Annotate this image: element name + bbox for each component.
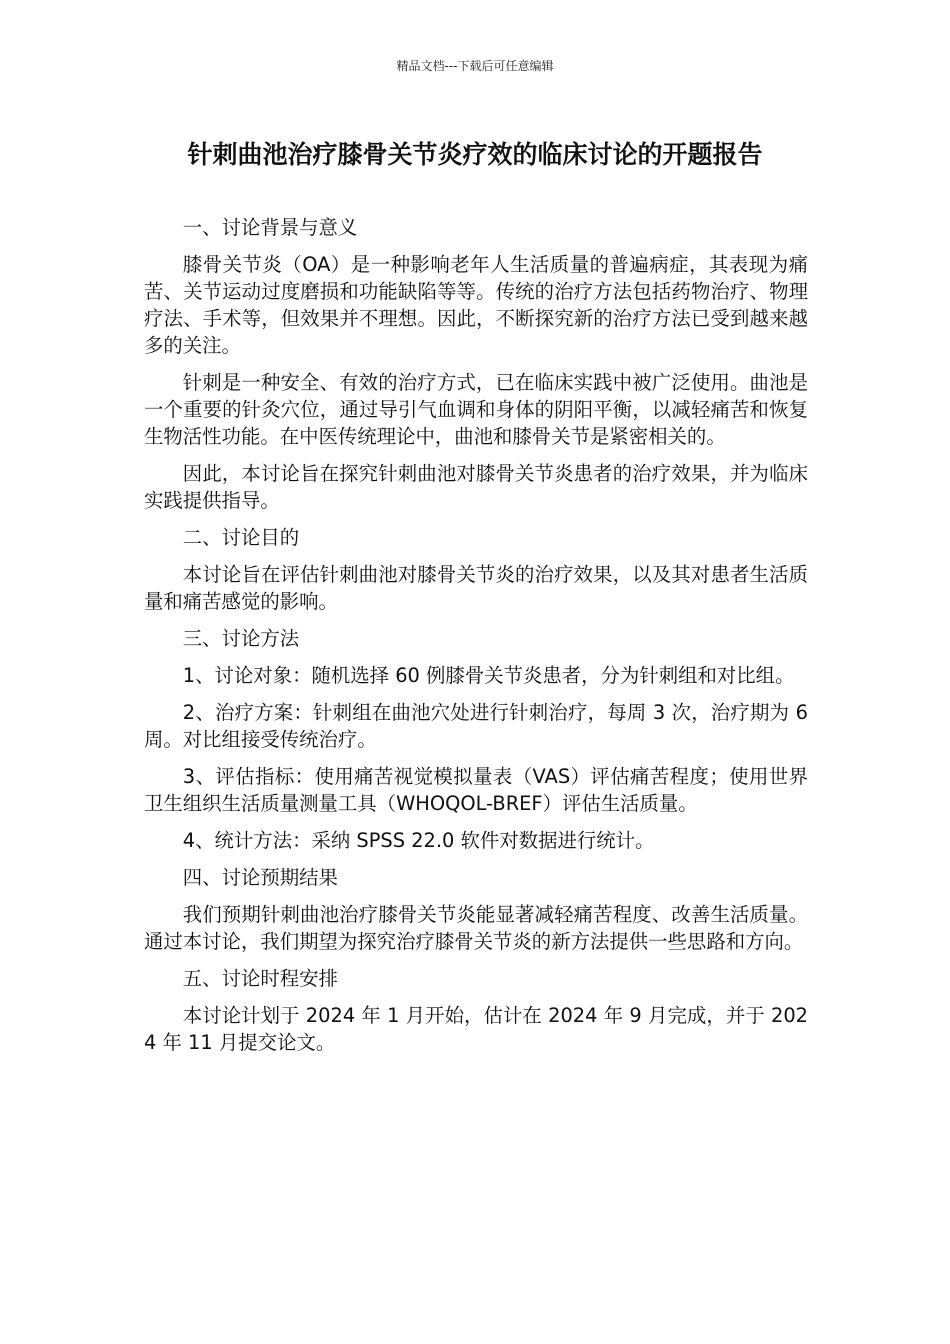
- method-item-subjects: 1、讨论对象：随机选择 60 例膝骨关节炎患者，分为针刺组和对比组。: [182, 664, 795, 687]
- paragraph-purpose: 本讨论旨在评估针刺曲池对膝骨关节炎的治疗效果，以及其对患者生活质量和痛苦感觉的影响。: [144, 563, 808, 613]
- section-heading-background: 一、讨论背景与意义: [182, 216, 358, 239]
- method-item-evaluation: 3、评估指标：使用痛苦视觉模拟量表（VAS）评估痛苦程度；使用世界卫生组织生活质量测量工具（WHOQOL-BREF）评估生活质量。: [144, 765, 808, 815]
- paragraph-background-3: 因此，本讨论旨在探究针刺曲池对膝骨关节炎患者的治疗效果，并为临床实践提供指导。: [144, 462, 808, 512]
- section-heading-purpose: 二、讨论目的: [182, 526, 300, 549]
- method-item-treatment: 2、治疗方案：针刺组在曲池穴处进行针刺治疗，每周 3 次，治疗期为 6 周。对比组接受传统治疗。: [144, 701, 808, 751]
- header-note: 精品文档---下载后可任意编辑: [396, 59, 554, 73]
- section-heading-schedule: 五、讨论时程安排: [182, 967, 338, 990]
- document-body: [144, 214, 808, 1066]
- paragraph-background-2: 针刺是一种安全、有效的治疗方式，已在临床实践中被广泛使用。曲池是一个重要的针灸穴位，通过导引气血调和身体的阴阳平衡，以减轻痛苦和恢复生物活性功能。在中医传统理论中，曲池和膝骨关节是紧密相关的。: [144, 371, 808, 448]
- paragraph-background-1: 膝骨关节炎（OA）是一种影响老年人生活质量的普遍病症，其表现为痛苦、关节运动过度磨损和功能缺陷等等。传统的治疗方法包括药物治疗、物理疗法、手术等，但效果并不理想。因此，不断探究新的治疗方法已受到越来越多的关注。: [144, 253, 808, 357]
- section-heading-methods: 三、讨论方法: [182, 627, 300, 650]
- method-item-statistics: 4、统计方法：采纳 SPSS 22.0 软件对数据进行统计。: [182, 829, 655, 852]
- paragraph-expected-results: 我们预期针刺曲池治疗膝骨关节炎能显著减轻痛苦程度、改善生活质量。通过本讨论，我们期望为探究治疗膝骨关节炎的新方法提供一些思路和方向。: [144, 903, 808, 953]
- document-title: 针刺曲池治疗膝骨关节炎疗效的临床讨论的开题报告: [187, 140, 763, 169]
- section-heading-expected-results: 四、讨论预期结果: [182, 866, 338, 889]
- paragraph-schedule: 本讨论计划于 2024 年 1 月开始，估计在 2024 年 9 月完成，并于 2024 年 11 月提交论文。: [144, 1004, 808, 1054]
